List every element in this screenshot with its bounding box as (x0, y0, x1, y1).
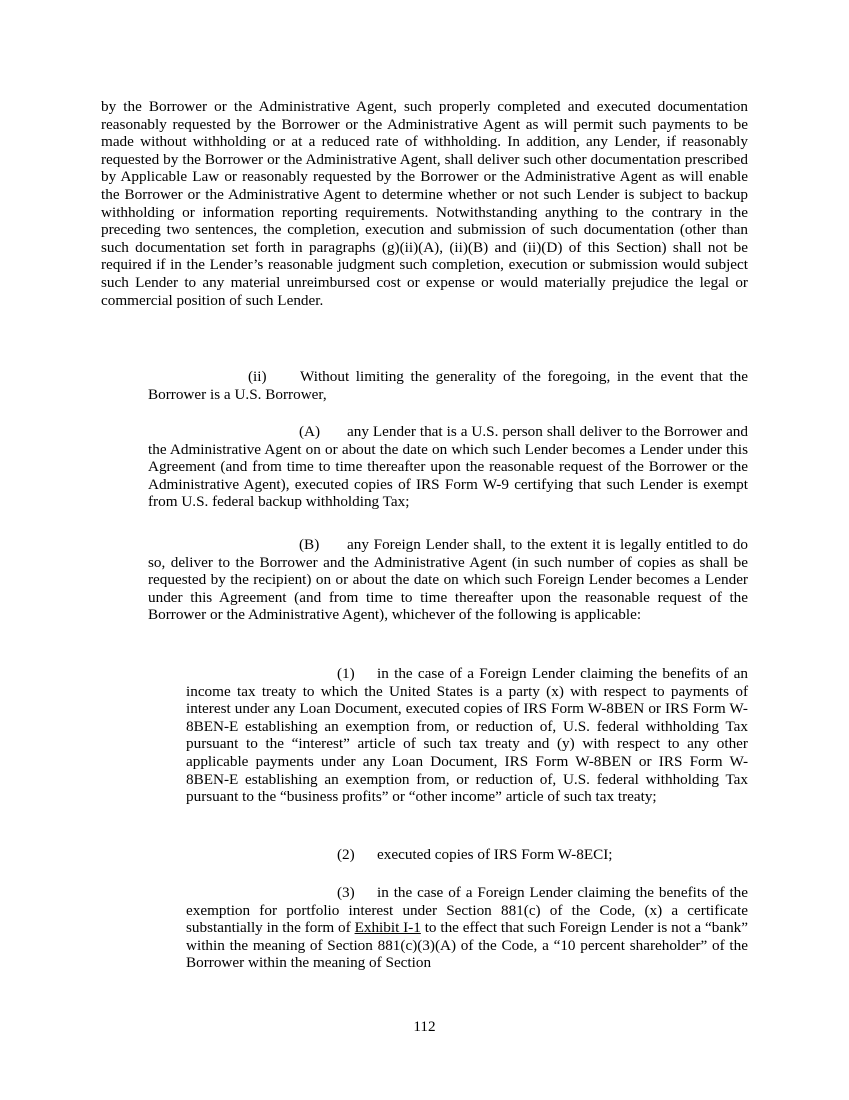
paragraph-ii (148, 368, 748, 403)
paragraph-a-text: any Lender that is a U.S. person shall deliver to the Borrower and the Administrative Agent on or about the date on which such Lender becomes a Lender under this Agreement (and from time to time thereafter upon the reasonable request of the Borrower or the Administrative Agent), executed copies of IRS Form W-9 certifying that such Lender is exempt from U.S. federal backup withholding Tax; (148, 423, 748, 511)
paragraph-1-text: in the case of a Foreign Lender claiming the benefits of an income tax treaty to which the United States is a party (x) with respect to payments of interest under any Loan Document, executed copies of IRS Form W-8BEN or IRS Form W-8BEN-E establishing an exemption from, or reduction of, U.S. federal withholding Tax pursuant to the “interest” article of such tax treaty and (y) with respect to any other applicable payments under any Loan Document, IRS Form W-8BEN or IRS Form W-8BEN-E establishing an exemption from, or reduction of, U.S. federal withholding Tax pursuant to the “business profits” or “other income” article of such tax treaty; (186, 665, 748, 806)
exhibit-reference: Exhibit I-1 (354, 919, 421, 937)
paragraph-b-text: any Foreign Lender shall, to the extent it is legally entitled to do so, deliver to the Borrower and the Administrative Agent (in such number of copies as shall be requested by the recipient) on or about the date on which such Foreign Lender becomes a Lender under this Agreement (and from time to time thereafter upon the reasonable request of the Borrower or the Administrative Agent), whichever of the following is applicable: (148, 536, 748, 624)
paragraph-2-text: executed copies of IRS Form W-8ECI; (377, 846, 613, 863)
paragraph-b (148, 536, 748, 624)
paragraph-1-number: (1) (337, 665, 355, 682)
paragraph-3-text-after: to the effect that such Foreign Lender is not a “bank” within the meaning of Section 881(c)(3)(A) of the Code, a “10 percent shareholder” of the Borrower within the meaning of Section (186, 919, 748, 972)
paragraph-2 (186, 846, 748, 864)
paragraph-1 (186, 665, 748, 806)
paragraph-3 (186, 884, 748, 972)
paragraph-a-number: (A) (299, 423, 321, 440)
paragraph-3-number: (3) (337, 884, 355, 901)
continuation-text: by the Borrower or the Administrative Agent, such properly completed and executed documentation reasonably requested by the Borrower or the Administrative Agent as will permit such payments to be made without withholding or at a reduced rate of withholding. In addition, any Lender, if reasonably requested by the Borrower or the Administrative Agent, shall deliver such other documentation prescribed by Applicable Law or reasonably requested by the Borrower or the Administrative Agent as will enable the Borrower or the Administrative Agent to determine whether or not such Lender is subject to backup withholding or information reporting requirements. Notwithstanding anything to the contrary in the preceding two sentences, the completion, execution and submission of such documentation (other than such documentation set forth in paragraphs (g)(ii)(A), (ii)(B) and (ii)(D) of this Section) shall not be required if in the Lender’s reasonable judgment such completion, execution or submission would subject such Lender to any material unreimbursed cost or expense or would materially prejudice the legal or commercial position of such Lender. (101, 98, 748, 309)
paragraph-3-text-before: in the case of a Foreign Lender claiming the benefits of the exemption for portfolio interest under Section 881(c) of the Code, (x) a certificate substantially in the form of (186, 884, 748, 937)
continuation-paragraph (101, 98, 748, 309)
paragraph-ii-number: (ii) (248, 368, 267, 385)
paragraph-b-number: (B) (299, 536, 320, 553)
page-number: 112 (413, 1018, 436, 1035)
paragraph-2-number: (2) (337, 846, 355, 863)
paragraph-ii-text: Without limiting the generality of the foregoing, in the event that the Borrower is a U.S. Borrower, (148, 368, 748, 403)
paragraph-a (148, 423, 748, 511)
